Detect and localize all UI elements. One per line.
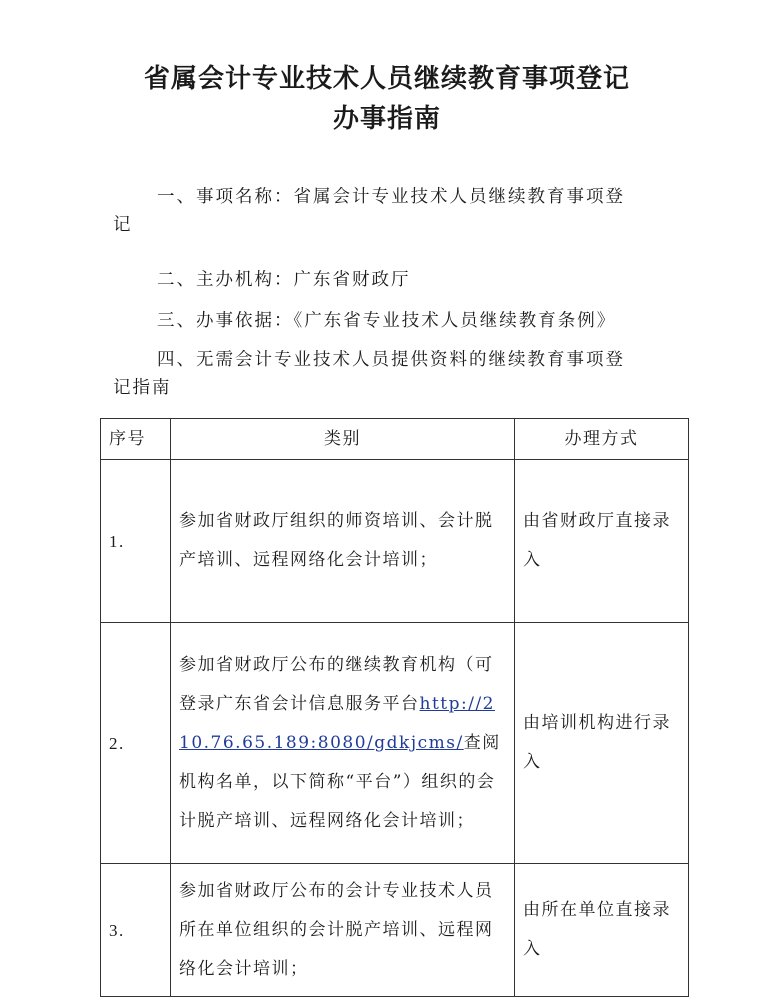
row-category-text-cont: 查阅机构名单，以下简称“平台”）组织的会计脱产培训、远程网络化会计培训； bbox=[179, 732, 501, 831]
item-organizer-label: 二、主办机构： bbox=[157, 270, 294, 290]
document-title-line2: 办事指南 bbox=[332, 104, 441, 134]
item-name-label: 一、事项名称： bbox=[157, 187, 294, 207]
item-guide bbox=[113, 346, 673, 402]
platform-link[interactable]: http://210.76.65.189:8080/gdkjcms/ bbox=[179, 693, 495, 753]
table-header-row bbox=[101, 419, 689, 460]
row-method: 由培训机构进行录入 bbox=[515, 623, 689, 864]
item-organizer-value: 广东省财政厅 bbox=[293, 270, 411, 290]
item-name-value: 省属会计专业技术人员继续教育事项登 bbox=[293, 187, 625, 207]
row-category bbox=[171, 623, 515, 864]
row-number: 2. bbox=[101, 623, 171, 864]
item-basis bbox=[113, 307, 673, 335]
header-number: 序号 bbox=[101, 419, 171, 460]
row-method: 由所在单位直接录入 bbox=[515, 864, 689, 997]
row-category-text: 参加省财政厅公布的继续教育机构（可登录广东省会计信息服务平台 bbox=[179, 654, 494, 714]
row-method: 由省财政厅直接录入 bbox=[515, 460, 689, 623]
header-category: 类别 bbox=[171, 419, 515, 460]
row-number: 3. bbox=[101, 864, 171, 997]
item-organizer bbox=[113, 266, 673, 294]
item-basis-label: 三、办事依据： bbox=[157, 311, 294, 331]
row-category: 参加省财政厅公布的会计专业技术人员所在单位组织的会计脱产培训、远程网络化会计培训； bbox=[171, 864, 515, 997]
document-title-line1: 省属会计专业技术人员继续教育事项登记 bbox=[143, 64, 630, 94]
row-number: 1. bbox=[101, 460, 171, 623]
item-name bbox=[113, 183, 673, 239]
item-guide-value-cont: 记指南 bbox=[113, 378, 172, 398]
table-row bbox=[101, 623, 689, 864]
guide-table bbox=[100, 418, 689, 997]
table-row bbox=[101, 864, 689, 997]
row-category: 参加省财政厅组织的师资培训、会计脱产培训、远程网络化会计培训； bbox=[171, 460, 515, 623]
header-method: 办理方式 bbox=[515, 419, 689, 460]
item-basis-value: 《广东省专业技术人员继续教育条例》 bbox=[293, 311, 617, 331]
item-guide-value: 无需会计专业技术人员提供资料的继续教育事项登 bbox=[196, 350, 625, 370]
item-guide-label: 四、 bbox=[157, 350, 196, 370]
table-row bbox=[101, 460, 689, 623]
item-name-value-cont: 记 bbox=[113, 215, 133, 235]
